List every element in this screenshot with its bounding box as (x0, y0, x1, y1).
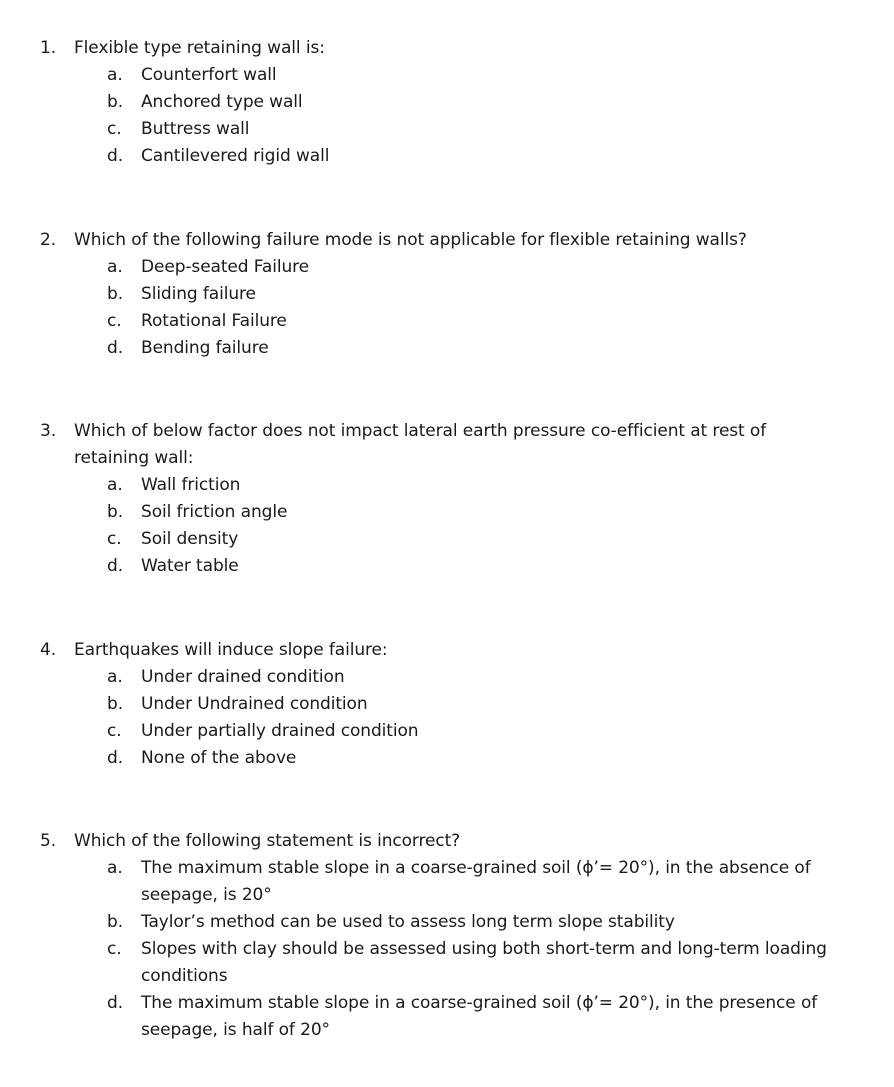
question-stem (40, 637, 860, 664)
option-text: The maximum stable slope in a coarse-grained soil (ϕ’= 20°), in the presence of seepage, is half of 20° (141, 993, 818, 1040)
option-a (107, 62, 860, 89)
option-letter: a. (107, 65, 123, 85)
option-letter: b. (107, 502, 123, 522)
option-text: Buttress wall (141, 119, 250, 139)
option-letter: a. (107, 257, 123, 277)
option-letter: c. (107, 721, 122, 741)
question-text: Which of below factor does not impact lateral earth pressure co-efficient at rest of retaining wall: (74, 421, 767, 468)
option-d (107, 553, 860, 580)
option-text: Under drained condition (141, 667, 345, 687)
option-letter: b. (107, 912, 123, 932)
question-text: Which of the following failure mode is not applicable for flexible retaining walls? (74, 230, 747, 250)
question-text: Which of the following statement is incorrect? (74, 831, 461, 851)
question-stem (40, 828, 860, 855)
question-1 (40, 35, 860, 170)
option-text: Rotational Failure (141, 311, 287, 331)
option-text: Cantilevered rigid wall (141, 146, 330, 166)
option-text: Deep-seated Failure (141, 257, 310, 277)
option-letter: b. (107, 92, 123, 112)
option-text: Water table (141, 556, 239, 576)
question-text: Earthquakes will induce slope failure: (74, 640, 388, 660)
question-3 (40, 418, 860, 580)
option-text: Under Undrained condition (141, 694, 368, 714)
option-c (107, 526, 860, 553)
option-d (107, 143, 860, 170)
question-number: 1. (40, 38, 57, 58)
option-a (107, 254, 860, 281)
option-b (107, 691, 860, 718)
option-letter: c. (107, 939, 122, 959)
option-text: Slopes with clay should be assessed using both short-term and long-term loading conditions (141, 939, 827, 986)
option-b (107, 499, 860, 526)
option-text: Taylor’s method can be used to assess long term slope stability (141, 912, 675, 932)
option-letter: c. (107, 529, 122, 549)
option-d (107, 335, 860, 362)
option-letter: a. (107, 667, 123, 687)
option-c (107, 308, 860, 335)
option-letter: c. (107, 119, 122, 139)
question-2 (40, 227, 860, 362)
question-number: 4. (40, 640, 57, 660)
option-letter: d. (107, 748, 123, 768)
option-b (107, 89, 860, 116)
option-letter: d. (107, 993, 123, 1013)
option-text: Soil density (141, 529, 239, 549)
option-text: Sliding failure (141, 284, 256, 304)
option-d (107, 990, 860, 1044)
option-d (107, 745, 860, 772)
option-letter: b. (107, 284, 123, 304)
question-stem (40, 227, 860, 254)
option-letter: a. (107, 858, 123, 878)
option-letter: b. (107, 694, 123, 714)
question-number: 3. (40, 421, 57, 441)
option-letter: a. (107, 475, 123, 495)
option-b (107, 909, 860, 936)
option-b (107, 281, 860, 308)
option-text: Bending failure (141, 338, 269, 358)
option-c (107, 936, 860, 990)
option-a (107, 664, 860, 691)
option-text: Counterfort wall (141, 65, 277, 85)
option-letter: d. (107, 556, 123, 576)
option-letter: d. (107, 338, 123, 358)
question-text: Flexible type retaining wall is: (74, 38, 325, 58)
question-4 (40, 637, 860, 772)
option-text: None of the above (141, 748, 297, 768)
option-text: Soil friction angle (141, 502, 288, 522)
option-a (107, 472, 860, 499)
question-stem (40, 418, 860, 472)
question-number: 2. (40, 230, 57, 250)
option-c (107, 718, 860, 745)
question-number: 5. (40, 831, 57, 851)
option-text: Under partially drained condition (141, 721, 419, 741)
option-letter: d. (107, 146, 123, 166)
option-text: Wall friction (141, 475, 241, 495)
option-a (107, 855, 860, 909)
option-text: Anchored type wall (141, 92, 303, 112)
question-stem (40, 35, 860, 62)
option-letter: c. (107, 311, 122, 331)
question-5 (40, 828, 860, 1044)
option-text: The maximum stable slope in a coarse-grained soil (ϕ’= 20°), in the absence of seepage, is 20° (141, 858, 811, 905)
option-c (107, 116, 860, 143)
